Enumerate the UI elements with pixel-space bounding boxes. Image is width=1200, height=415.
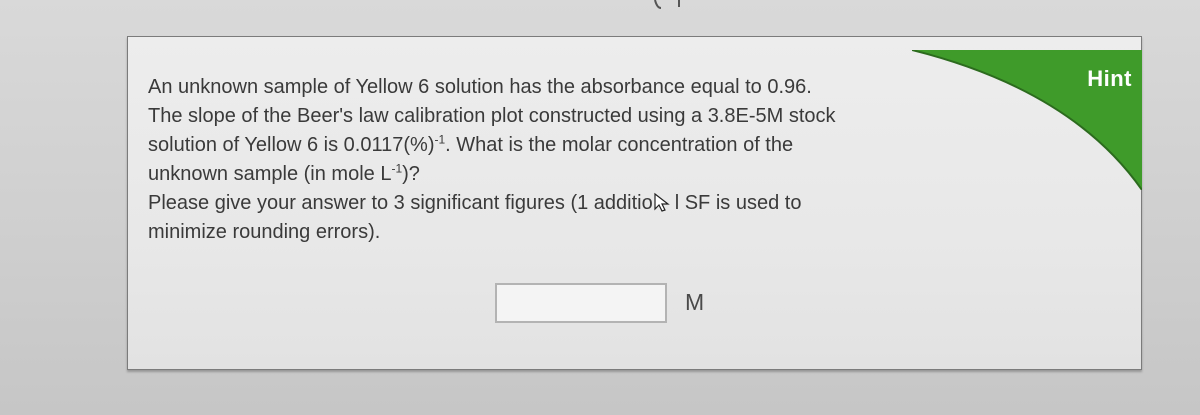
question-panel bbox=[127, 36, 1142, 370]
unit-label: M bbox=[685, 289, 705, 315]
exponent: -1 bbox=[434, 132, 446, 147]
question-line-4-text: unknown sample (in mole L bbox=[148, 163, 392, 185]
question-line-3-rest: . What is the molar concentration of the bbox=[445, 134, 794, 156]
question-line-4-rest: )? bbox=[402, 163, 420, 185]
exponent: -1 bbox=[391, 161, 403, 176]
mouse-pointer-icon bbox=[653, 192, 675, 212]
question-text bbox=[148, 73, 1028, 247]
question-line-6: minimize rounding errors). bbox=[148, 221, 381, 243]
question-line-5 bbox=[148, 189, 1028, 218]
question-line-2: The slope of the Beer's law calibration plot constructed using a 3.8E-5M stock bbox=[148, 105, 836, 127]
top-edge-mark bbox=[653, 0, 683, 10]
question-line-5-rest: l SF is used to bbox=[674, 192, 802, 214]
hint-label: Hint bbox=[1087, 66, 1132, 91]
question-line-5-text: Please give your answer to 3 significant figures (1 additio bbox=[148, 192, 653, 214]
question-line-3-text: solution of Yellow 6 is 0.0117(%) bbox=[148, 134, 435, 156]
answer-input[interactable] bbox=[495, 283, 667, 323]
question-line-3 bbox=[148, 131, 1028, 160]
question-line-4 bbox=[148, 160, 1028, 189]
question-line-1: An unknown sample of Yellow 6 solution has the absorbance equal to 0.96. bbox=[148, 76, 812, 98]
